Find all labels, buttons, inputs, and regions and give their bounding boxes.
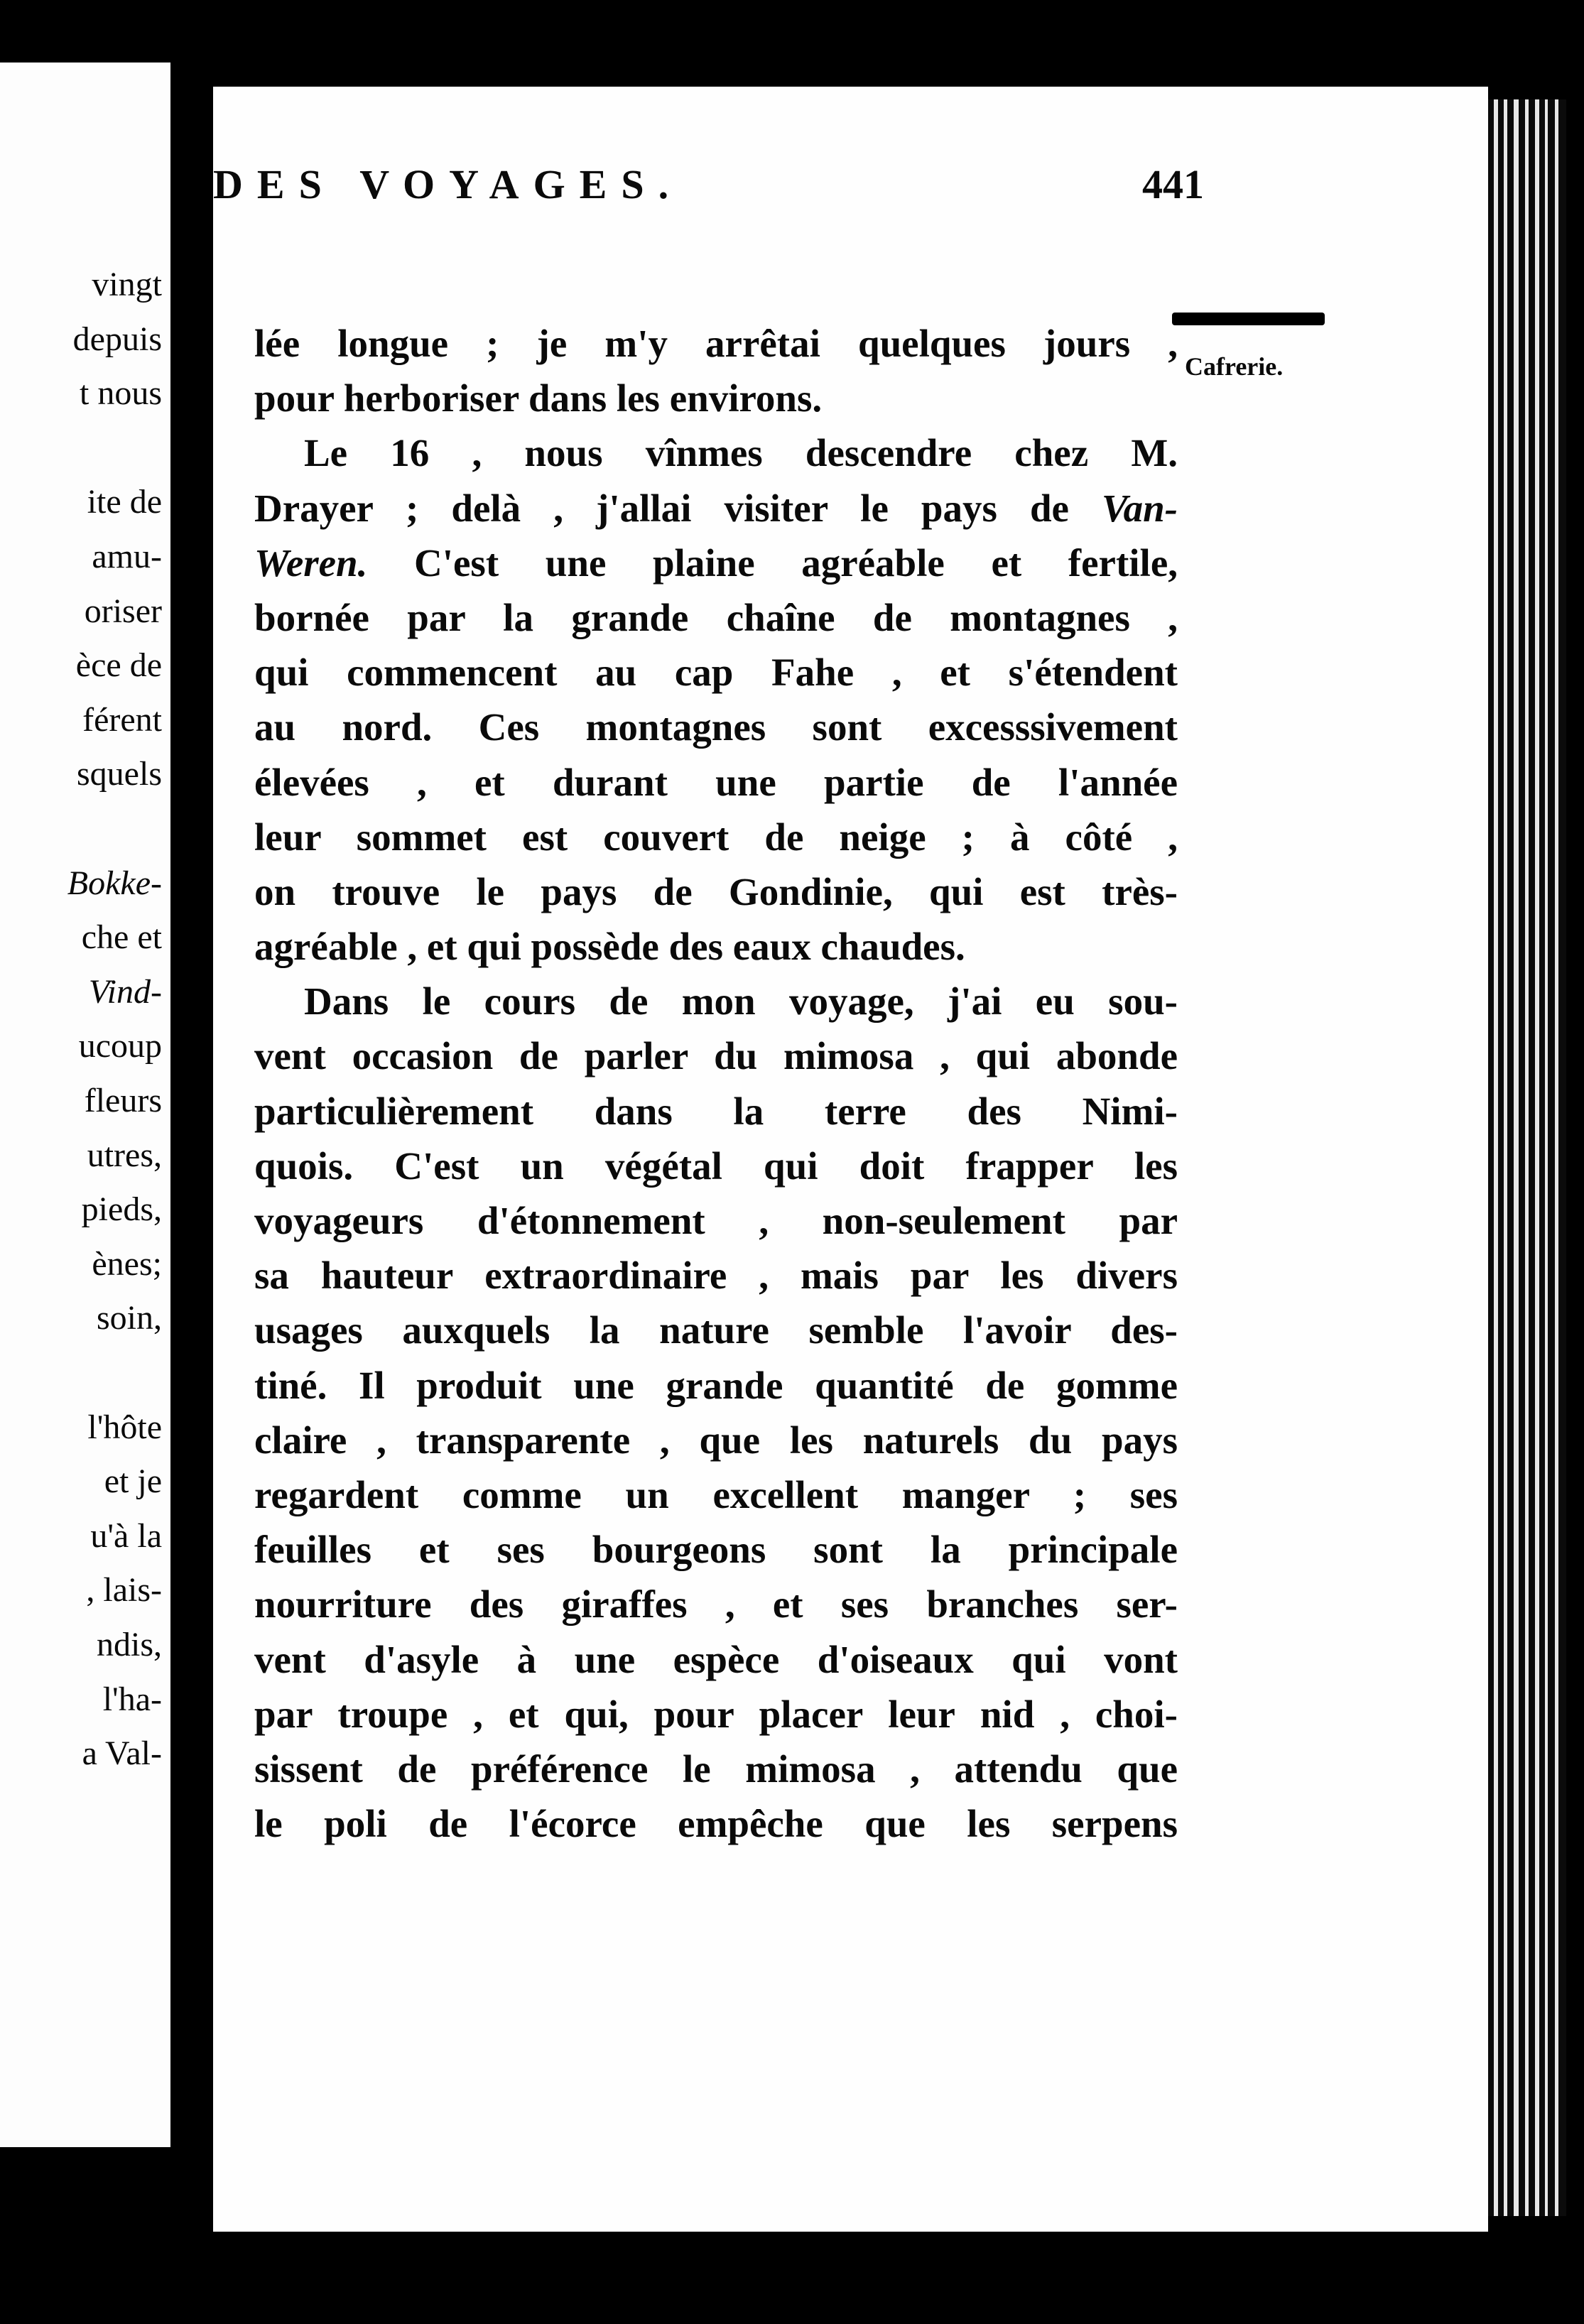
text-line: [254, 1632, 1178, 1687]
text-line: [254, 1358, 1178, 1413]
text-segment: bornée par la grande chaîne de montagnes ,: [254, 595, 1178, 639]
left-page-line: pieds,: [81, 1190, 162, 1229]
text-segment: leur sommet est couvert de neige ; à côté ,: [254, 815, 1178, 859]
text-segment: voyageurs d'étonnement , non-seulement par: [254, 1199, 1178, 1242]
text-segment: usages auxquels la nature semble l'avoir des-: [254, 1308, 1178, 1352]
text-line: [254, 810, 1178, 864]
left-page-line: depuis: [72, 320, 162, 358]
text-line: [254, 481, 1178, 536]
text-segment: claire , transparente , que les naturels du pays: [254, 1418, 1178, 1462]
text-line: [254, 425, 1178, 480]
text-segment: pour herboriser dans les environs.: [254, 376, 823, 420]
left-page-line: , lais-: [86, 1571, 162, 1609]
text-segment: feuilles et ses bourgeons sont la principale: [254, 1528, 1178, 1572]
text-segment: tiné. Il produit une grande quantité de gomme: [254, 1363, 1178, 1407]
italic-segment: Van-: [1102, 486, 1178, 530]
text-segment: qui commencent au cap Fahe , et s'étendent: [254, 651, 1178, 695]
text-segment: par troupe , et qui, pour placer leur nid , choi-: [254, 1692, 1178, 1736]
text-line: [254, 755, 1178, 810]
left-page-line: et je: [104, 1462, 162, 1501]
left-page-line: u'à la: [90, 1516, 162, 1555]
left-page-fragment: [0, 63, 170, 2147]
left-page-line: ènes;: [92, 1244, 162, 1283]
left-page-line: Bokke-: [67, 864, 162, 902]
left-page-line: ucoup: [78, 1027, 162, 1065]
running-head: [213, 149, 1204, 220]
text-line: [254, 1796, 1178, 1851]
left-page-line: ite de: [87, 483, 162, 521]
left-page-line: vingt: [92, 266, 162, 303]
left-page-line: amu-: [92, 538, 162, 575]
left-page-line: oriser: [84, 592, 162, 630]
left-page-line: èce de: [75, 646, 162, 685]
left-page-line: l'hôte: [87, 1408, 162, 1446]
left-page-line: férent: [82, 700, 162, 739]
margin-rule: [1172, 313, 1325, 325]
text-segment: C'est une plaine agréable et fertile,: [367, 541, 1178, 585]
book-gutter: [170, 43, 213, 2166]
text-line: [254, 1248, 1178, 1303]
text-segment: vent occasion de parler du mimosa , qui abonde: [254, 1034, 1178, 1078]
left-page-line: t nous: [79, 374, 162, 413]
left-page-line: l'ha-: [102, 1680, 162, 1718]
margin-note: Cafrerie.: [1185, 352, 1284, 381]
left-page-line: che et: [81, 918, 162, 957]
text-line: [254, 1139, 1178, 1193]
text-segment: le poli de l'écorce empêche que les serpens: [254, 1802, 1178, 1846]
left-page-line: Vind-: [88, 972, 162, 1011]
text-segment: quois. C'est un végétal qui doit frapper les: [254, 1144, 1178, 1188]
text-line: [254, 919, 1178, 974]
text-segment: au nord. Ces montagnes sont excesssivement: [254, 705, 1178, 749]
left-page-line: fleurs: [84, 1082, 162, 1119]
text-segment: on trouve le pays de Gondinie, qui est très-: [254, 869, 1178, 913]
text-line: [254, 1028, 1178, 1083]
text-line: [254, 1742, 1178, 1796]
text-line: [254, 1084, 1178, 1139]
text-segment: élevées , et durant une partie de l'année: [254, 760, 1178, 804]
body-text: [254, 316, 1178, 1851]
text-segment: lée longue ; je m'y arrêtai quelques jours ,: [254, 322, 1178, 365]
text-line: [254, 1413, 1178, 1467]
text-line: [254, 1467, 1178, 1522]
text-line: [254, 700, 1178, 754]
text-line: [254, 1577, 1178, 1631]
left-page-line: a Val-: [82, 1734, 162, 1773]
text-segment: vent d'asyle à une espèce d'oiseaux qui vont: [254, 1637, 1178, 1681]
text-line: [254, 590, 1178, 645]
page-edges: [1488, 99, 1566, 2216]
text-line: [254, 1193, 1178, 1248]
left-page-line: ndis,: [96, 1626, 162, 1663]
text-line: [254, 316, 1178, 371]
text-segment: Le 16 , nous vînmes descendre chez M.: [304, 431, 1178, 475]
text-segment: particulièrement dans la terre des Nimi-: [254, 1089, 1178, 1133]
left-page-line: soin,: [96, 1299, 162, 1337]
left-page-line: squels: [77, 755, 162, 793]
page-number: 441: [1142, 161, 1204, 207]
text-segment: sa hauteur extraordinaire , mais par les divers: [254, 1254, 1178, 1298]
text-segment: sissent de préférence le mimosa , attendu que: [254, 1747, 1178, 1791]
text-segment: regardent comme un excellent manger ; ses: [254, 1472, 1178, 1516]
text-line: [254, 371, 1178, 425]
text-segment: Dans le cours de mon voyage, j'ai eu sou-: [304, 979, 1178, 1023]
text-line: [254, 536, 1178, 590]
left-page-line: utres,: [87, 1136, 162, 1174]
text-line: [254, 1522, 1178, 1577]
text-segment: Drayer ; delà , j'allai visiter le pays de: [254, 486, 1102, 530]
text-line: [254, 645, 1178, 700]
italic-segment: Weren.: [254, 541, 368, 585]
text-line: [254, 974, 1178, 1028]
text-segment: agréable , et qui possède des eaux chaudes.: [254, 925, 965, 969]
text-line: [254, 1687, 1178, 1742]
text-line: [254, 864, 1178, 919]
running-head-title: DES VOYAGES.: [213, 161, 683, 207]
text-line: [254, 1303, 1178, 1357]
text-segment: nourriture des giraffes , et ses branches ser-: [254, 1582, 1178, 1627]
